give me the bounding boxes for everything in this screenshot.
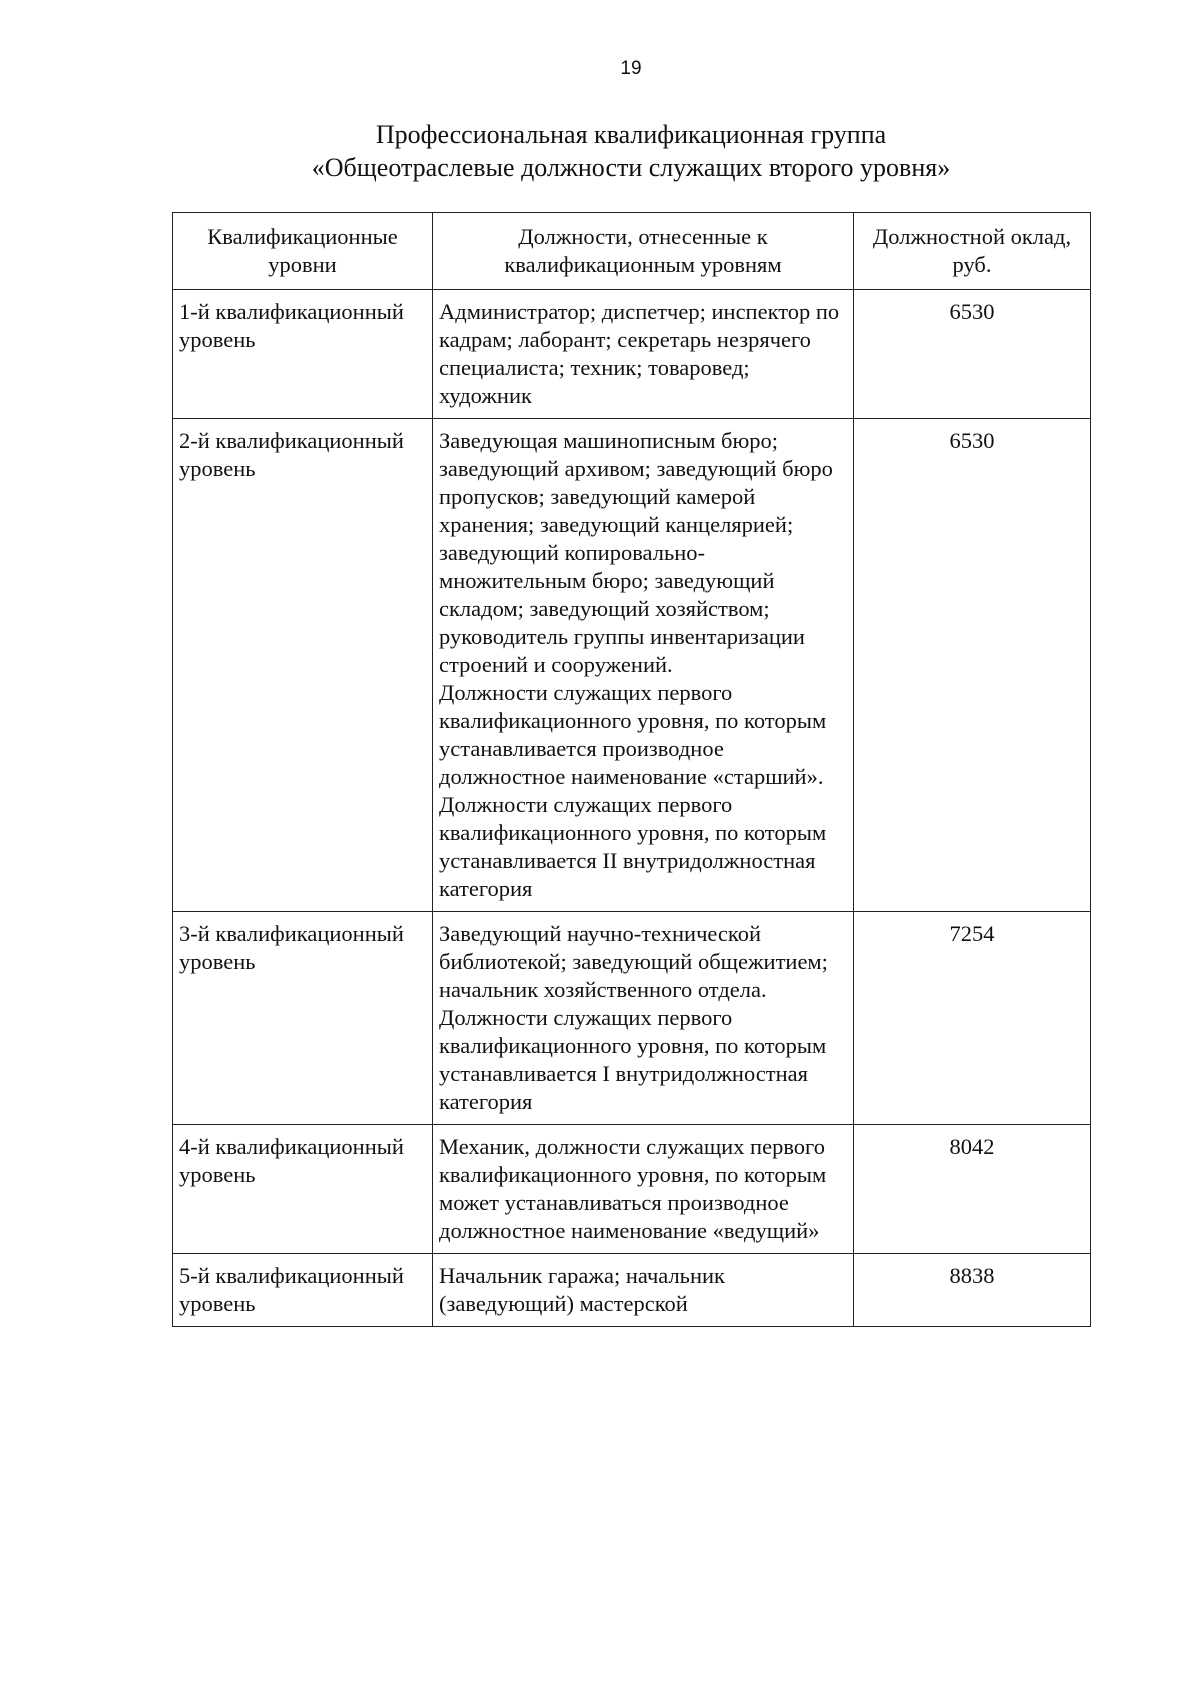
positions-paragraph: Заведующая машинописным бюро; заведующий архивом; заведующий бюро пропусков; заведующий камерой хранения; заведующий канцелярией; заведующий копировально-множительным бюро; заведующий складом; заведующий хозяйством; руководитель группы инвентаризации строений и сооружений.	[439, 428, 833, 677]
table-row	[173, 1254, 1091, 1327]
table-row	[173, 419, 1091, 912]
positions-paragraph: Должности служащих первого квалификационного уровня, по которым устанавливается I внутридолжностная категория	[439, 1005, 827, 1114]
salary-cell: 6530	[854, 419, 1091, 912]
level-cell: 5-й квалификационный уровень	[173, 1254, 433, 1327]
table-row	[173, 290, 1091, 419]
salary-cell: 8042	[854, 1125, 1091, 1254]
salary-cell: 7254	[854, 912, 1091, 1125]
positions-cell	[433, 912, 854, 1125]
positions-cell	[433, 1254, 854, 1327]
page-number: 19	[620, 58, 642, 79]
positions-paragraph: Механик, должности служащих первого квалификационного уровня, по которым может устанавливаться производное должностное наименование «ведущий»	[439, 1134, 827, 1243]
positions-cell	[433, 290, 854, 419]
header-salary: Должностной оклад, руб.	[854, 213, 1091, 290]
header-positions: Должности, отнесенные к квалификационным уровням	[433, 213, 854, 290]
level-cell: 2-й квалификационный уровень	[173, 419, 433, 912]
level-cell: 1-й квалификационный уровень	[173, 290, 433, 419]
positions-paragraph: Должности служащих первого квалификационного уровня, по которым устанавливается II внутридолжностная категория	[439, 792, 827, 901]
qualification-table	[172, 212, 1091, 1327]
document-title	[0, 118, 1200, 184]
positions-paragraph: Администратор; диспетчер; инспектор по кадрам; лаборант; секретарь незрячего специалиста; техник; товаровед; художник	[439, 299, 840, 408]
positions-cell	[433, 1125, 854, 1254]
table-header-row	[173, 213, 1091, 290]
level-cell: 3-й квалификационный уровень	[173, 912, 433, 1125]
table-row	[173, 1125, 1091, 1254]
positions-paragraph: Заведующий научно-технической библиотекой; заведующий общежитием; начальник хозяйственного отдела.	[439, 921, 828, 1002]
title-line-2: «Общеотраслевые должности служащих второго уровня»	[311, 153, 951, 182]
positions-paragraph: Должности служащих первого квалификационного уровня, по которым устанавливается производное должностное наименование «старший».	[439, 680, 827, 789]
positions-paragraph: Начальник гаража; начальник (заведующий) мастерской	[439, 1263, 725, 1316]
salary-cell: 8838	[854, 1254, 1091, 1327]
salary-cell: 6530	[854, 290, 1091, 419]
header-level: Квалификационные уровни	[173, 213, 433, 290]
table-row	[173, 912, 1091, 1125]
positions-cell	[433, 419, 854, 912]
level-cell: 4-й квалификационный уровень	[173, 1125, 433, 1254]
title-line-1: Профессиональная квалификационная группа	[375, 120, 887, 149]
